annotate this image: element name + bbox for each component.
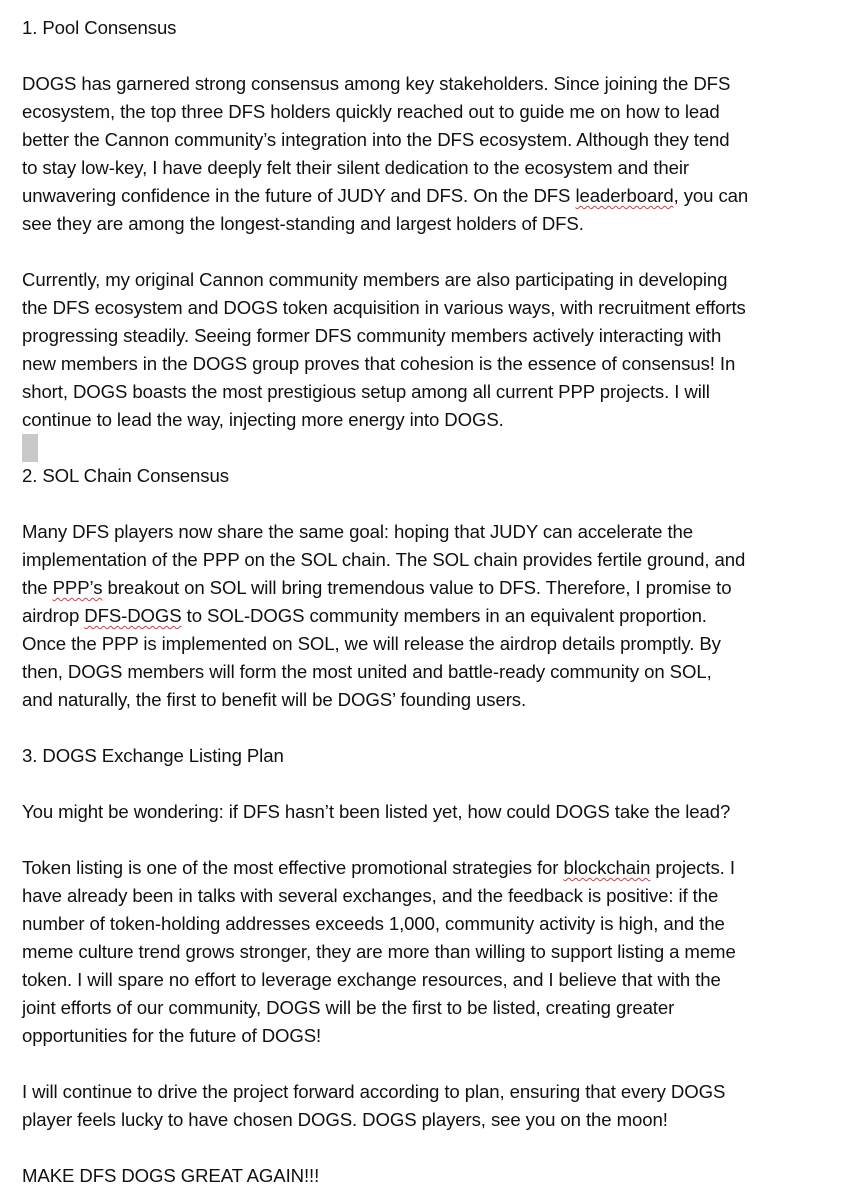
text-cursor-selection[interactable] [22, 434, 38, 462]
text-line: then, DOGS members will form the most united and battle-ready community on SOL, [22, 661, 712, 682]
text-line: meme culture trend grows stronger, they are more than willing to support listing a meme [22, 941, 736, 962]
text-line: Once the PPP is implemented on SOL, we will release the airdrop details promptly. By [22, 633, 721, 654]
text-line: DOGS has garnered strong consensus among key stakeholders. Since joining the DFS [22, 73, 731, 94]
text-line: new members in the DOGS group proves that cohesion is the essence of consensus! In [22, 353, 736, 374]
closing-slogan: MAKE DFS DOGS GREAT AGAIN!!! [22, 1165, 320, 1186]
spellcheck-flag[interactable]: PPP’s [52, 577, 103, 598]
text-line: You might be wondering: if DFS hasn’t been listed yet, how could DOGS take the lead? [22, 801, 731, 822]
text-line: Token listing is one of the most effective promotional strategies for blockchain projects. I [22, 857, 735, 878]
text-line: to stay low-key, I have deeply felt their silent dedication to the ecosystem and their [22, 157, 689, 178]
text-line: better the Cannon community’s integration into the DFS ecosystem. Although they tend [22, 129, 730, 150]
section-heading: 1. Pool Consensus [22, 17, 177, 38]
text-line: implementation of the PPP on the SOL chain. The SOL chain provides fertile ground, and [22, 549, 746, 570]
text-line: Many DFS players now share the same goal: hoping that JUDY can accelerate the [22, 521, 693, 542]
text-line: joint efforts of our community, DOGS will be the first to be listed, creating greater [22, 997, 675, 1018]
spellcheck-flag[interactable]: blockchain [563, 857, 651, 878]
text-line: short, DOGS boasts the most prestigious setup among all current PPP projects. I will [22, 381, 710, 402]
text-line: the DFS ecosystem and DOGS token acquisition in various ways, with recruitment efforts [22, 297, 746, 318]
text-line: ecosystem, the top three DFS holders quickly reached out to guide me on how to lead [22, 101, 720, 122]
section-heading: 3. DOGS Exchange Listing Plan [22, 745, 284, 766]
text-line: token. I will spare no effort to leverage exchange resources, and I believe that with the [22, 969, 721, 990]
text-line: have already been in talks with several exchanges, and the feedback is positive: if the [22, 885, 719, 906]
text-line: opportunities for the future of DOGS! [22, 1025, 322, 1046]
text-line: see they are among the longest-standing and largest holders of DFS. [22, 213, 584, 234]
text-line: progressing steadily. Seeing former DFS community members actively interacting with [22, 325, 722, 346]
section-heading: 2. SOL Chain Consensus [22, 465, 229, 486]
text-line: Currently, my original Cannon community members are also participating in developing [22, 269, 728, 290]
document-page [22, 14, 834, 1190]
text-line: I will continue to drive the project forward according to plan, ensuring that every DOGS [22, 1081, 726, 1102]
text-line: number of token-holding addresses exceeds 1,000, community activity is high, and the [22, 913, 725, 934]
text-line: airdrop DFS-DOGS to SOL-DOGS community members in an equivalent proportion. [22, 605, 707, 626]
text-line: player feels lucky to have chosen DOGS. DOGS players, see you on the moon! [22, 1109, 668, 1130]
text-line: and naturally, the first to benefit will be DOGS’ founding users. [22, 689, 527, 710]
text-line: unwavering confidence in the future of JUDY and DFS. On the DFS leaderboard, you can [22, 185, 749, 206]
text-line: continue to lead the way, injecting more energy into DOGS. [22, 409, 504, 430]
text-line: the PPP’s breakout on SOL will bring tremendous value to DFS. Therefore, I promise to [22, 577, 732, 598]
spellcheck-flag[interactable]: DFS-DOGS [84, 605, 182, 626]
spellcheck-flag[interactable]: leaderboard [575, 185, 674, 206]
